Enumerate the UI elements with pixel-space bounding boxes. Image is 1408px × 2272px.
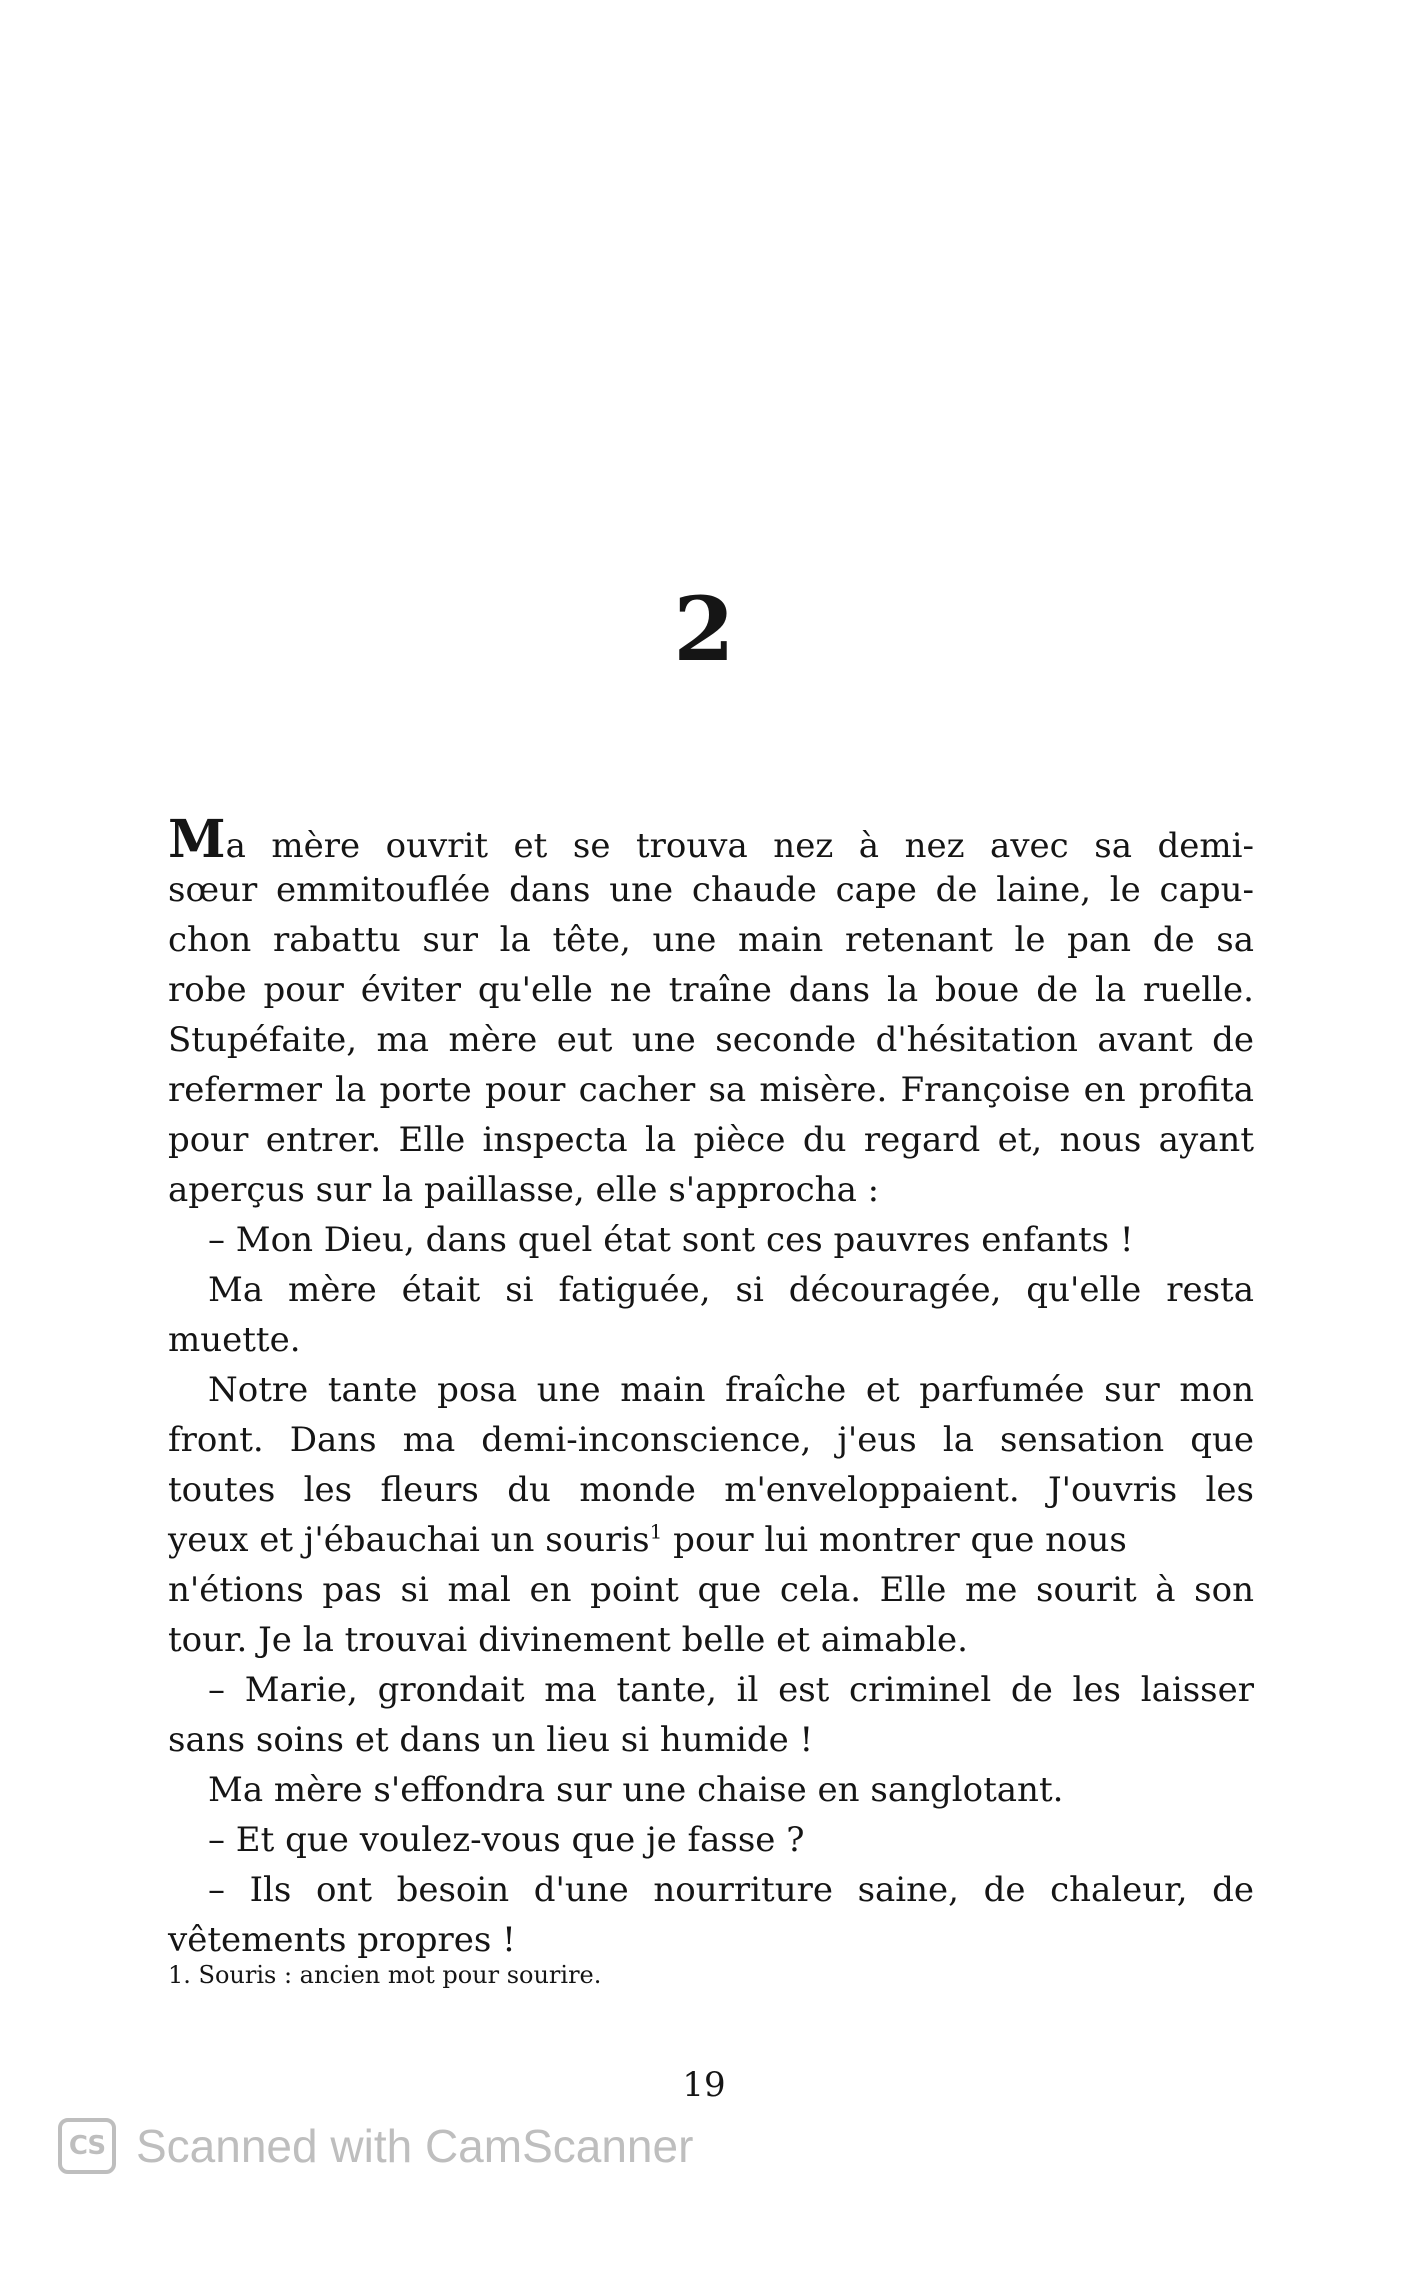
text-line: n'étions pas si mal en point que cela. Elle me sourit à son [168, 1570, 1254, 1610]
text-line: yeux et j'ébauchai un souris$^1$ pour lui montrer que nous [168, 1519, 1127, 1560]
camscanner-logo-icon: CS [58, 2118, 116, 2174]
dialogue-line: – Marie, grondait ma tante, il est criminel de les laisser [208, 1670, 1254, 1710]
footnote: 1. Souris : ancien mot pour sourire. [168, 1961, 602, 1989]
text-line: Ma mère s'effondra sur une chaise en sanglotant. [208, 1770, 1064, 1810]
watermark-text: Scanned with CamScanner [136, 2120, 694, 2172]
text-line: pour entrer. Elle inspecta la pièce du regard et, nous ayant [168, 1120, 1254, 1160]
text-line: toutes les fleurs du monde m'enveloppaient. J'ouvris les [168, 1470, 1254, 1510]
text-line: Ma mère ouvrit et se trouva nez à nez avec sa demi- [168, 809, 1254, 870]
text-line: Stupéfaite, ma mère eut une seconde d'hésitation avant de [168, 1020, 1254, 1060]
text-line: sans soins et dans un lieu si humide ! [168, 1720, 814, 1760]
camscanner-watermark [58, 2112, 693, 2180]
text-line: front. Dans ma demi-inconscience, j'eus la sensation que [168, 1420, 1254, 1460]
text-line: Ma mère était si fatiguée, si découragée, qu'elle resta [208, 1270, 1254, 1310]
text-line: vêtements propres ! [168, 1920, 516, 1960]
text-line: sœur emmitouflée dans une chaude cape de laine, le capu- [168, 870, 1254, 910]
text-line: robe pour éviter qu'elle ne traîne dans la boue de la ruelle. [168, 970, 1254, 1010]
dialogue-line: – Et que voulez-vous que je fasse ? [208, 1820, 805, 1860]
footnote-ref: 1 [649, 1519, 663, 1544]
chapter-number: 2 [673, 577, 735, 681]
text-line: refermer la porte pour cacher sa misère. Françoise en profita [168, 1070, 1254, 1110]
body-text [168, 809, 1254, 1965]
text-line: Notre tante posa une main fraîche et parfumée sur mon [208, 1370, 1254, 1410]
page-number: 19 [682, 2065, 726, 2105]
dialogue-line: – Mon Dieu, dans quel état sont ces pauvres enfants ! [208, 1220, 1134, 1260]
text-line: tour. Je la trouvai divinement belle et aimable. [168, 1620, 968, 1660]
dialogue-line: – Ils ont besoin d'une nourriture saine, de chaleur, de [208, 1870, 1254, 1910]
drop-cap: M [168, 809, 226, 870]
text-line: muette. [168, 1320, 301, 1360]
text-line: aperçus sur la paillasse, elle s'approcha : [168, 1170, 880, 1210]
text-line: chon rabattu sur la tête, une main retenant le pan de sa [168, 920, 1254, 960]
